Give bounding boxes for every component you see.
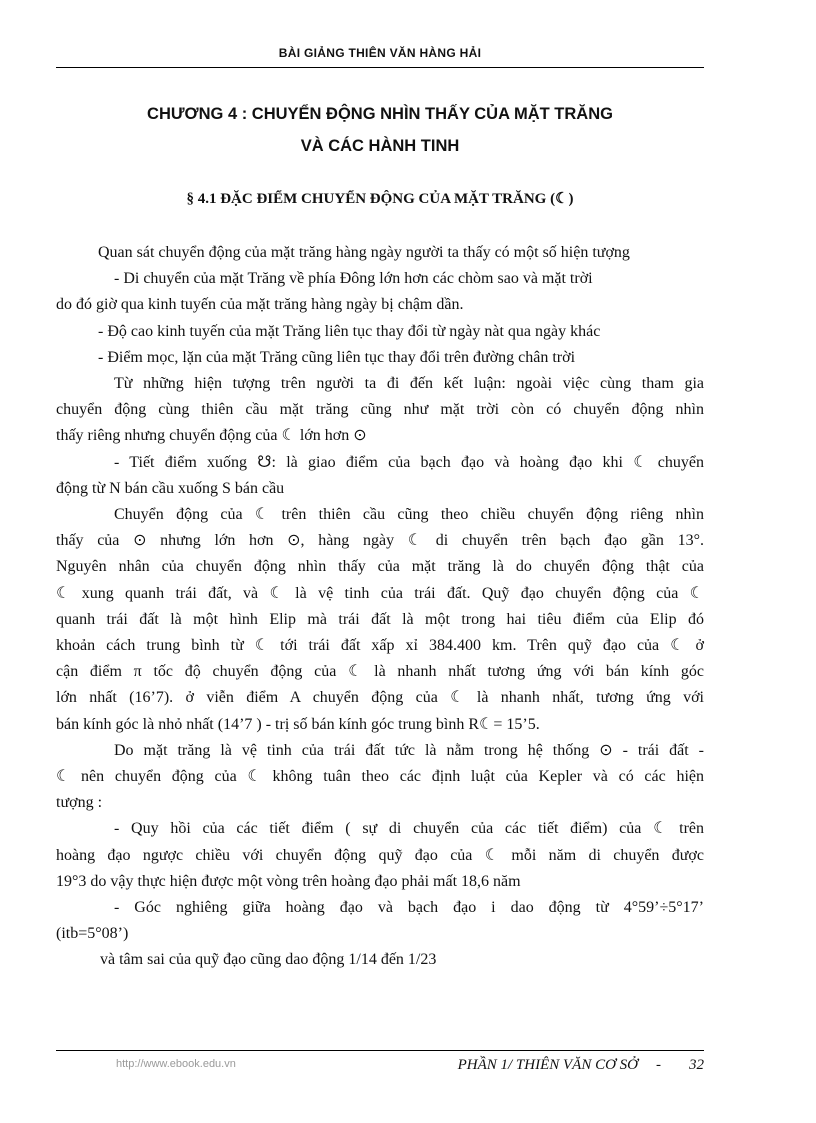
paragraph-line: - Di chuyển của mặt Trăng về phía Đông lớn hơn các chòm sao và mặt trời — [114, 270, 593, 288]
paragraph-line: - Quy hồi của các tiết điểm ( sự di chuyển của các tiết điểm) của ☾ trên — [114, 820, 704, 838]
chapter-title-line-1: CHƯƠNG 4 : CHUYỂN ĐỘNG NHÌN THẤY CỦA MẶT TRĂNG — [147, 105, 613, 123]
paragraph-line: Nguyên nhân của chuyển động nhìn thấy của mặt trăng là do chuyển động thật của — [56, 558, 704, 576]
paragraph-line: quanh trái đất là một hình Elip mà trái đất là một trong hai tiêu điểm của Elip đó — [56, 610, 704, 628]
paragraph-line: và tâm sai của quỹ đạo cũng dao động 1/14 đến 1/23 — [100, 951, 437, 969]
paragraph-line: chuyển động cùng thiên cầu mặt trăng cũng như mặt trời còn có chuyển động nhìn — [56, 401, 704, 419]
paragraph-line: - Góc nghiêng giữa hoàng đạo và bạch đạo i dao động từ 4°59’÷5°17’ — [114, 899, 704, 917]
paragraph-line: ☾ nên chuyển động của ☾ không tuân theo các định luật của Kepler và có các hiện — [56, 768, 704, 786]
paragraph-line: Từ những hiện tượng trên người ta đi đến kết luận: ngoài việc cùng tham gia — [114, 375, 704, 393]
paragraph-line: Quan sát chuyển động của mặt trăng hàng ngày người ta thấy có một số hiện tượng — [98, 244, 630, 261]
paragraph-line: bán kính góc là nhỏ nhất (14’7 ) - trị số bán kính góc trung bình R☾= 15’5. — [56, 715, 540, 733]
paragraph-line: động từ N bán cầu xuống S bán cầu — [56, 479, 285, 497]
page-number: 32 — [689, 1057, 704, 1073]
paragraph-line: - Tiết điểm xuống ☋: là giao điểm của bạch đạo và hoàng đạo khi ☾ chuyển — [114, 453, 704, 471]
footer-url[interactable]: http://www.ebook.edu.vn — [116, 1058, 236, 1070]
paragraph-line: (itb=5°08’) — [56, 925, 129, 943]
paragraph-line: thấy riêng nhưng chuyển động của ☾ lớn hơn ⊙ — [56, 427, 367, 445]
paragraph-line: thấy của ⊙ nhưng lớn hơn ⊙, hàng ngày ☾ di chuyển trên bạch đạo gần 13°. — [56, 532, 704, 550]
chapter-title-line-2: VÀ CÁC HÀNH TINH — [300, 137, 460, 155]
paragraph-line: - Độ cao kinh tuyến của mặt Trăng liên tục thay đổi từ ngày nàt qua ngày khác — [98, 322, 601, 340]
paragraph-line: ☾ xung quanh trái đất, và ☾ là vệ tinh của trái đất. Quỹ đạo chuyển động của ☾ — [56, 584, 704, 602]
paragraph-line: 19°3 do vậy thực hiện được một vòng trên hoàng đạo phải mất 18,6 năm — [56, 872, 521, 890]
footer-rule — [56, 1050, 704, 1051]
section-title: § 4.1 ĐẶC ĐIỂM CHUYỂN ĐỘNG CỦA MẶT TRĂNG (☾) — [186, 191, 574, 207]
footer-part-label: PHẦN 1/ THIÊN VĂN CƠ SỞ — [457, 1057, 638, 1073]
paragraph-line: Do mặt trăng là vệ tinh của trái đất tức là nằm trong hệ thống ⊙ - trái đất - — [114, 741, 704, 759]
footer-separator: - — [656, 1057, 661, 1073]
paragraph-line: do đó giờ qua kinh tuyến của mặt trăng hàng ngày bị chậm dần. — [56, 296, 464, 314]
header-rule — [56, 67, 704, 68]
chapter-title — [56, 98, 704, 162]
paragraph-line: lớn nhất (16’7). ở viễn điểm A chuyển động của ☾ là nhanh nhất, tương ứng với — [56, 689, 704, 707]
paragraph-line: khoản cách trung bình từ ☾ tới trái đất xấp xỉ 384.400 km. Trên quỹ đạo của ☾ ở — [56, 637, 704, 655]
paragraph-line: hoàng đạo ngược chiều với chuyển động quỹ đạo của ☾ mỗi năm di chuyển được — [56, 846, 704, 864]
paragraph-line: cận điểm π tốc độ chuyển động của ☾ là nhanh nhất tương ứng với bán kính góc — [56, 663, 704, 681]
paragraph-line: tượng : — [56, 794, 103, 812]
body-text — [56, 240, 704, 974]
paragraph-line: - Điểm mọc, lặn của mặt Trăng cũng liên tục thay đổi trên đường chân trời — [98, 348, 576, 366]
footer-page-info — [396, 1057, 704, 1074]
paragraph-line: Chuyển động của ☾ trên thiên cầu cũng theo chiều chuyển động riêng nhìn — [114, 506, 704, 524]
running-header: BÀI GIẢNG THIÊN VĂN HÀNG HẢI — [278, 46, 482, 60]
